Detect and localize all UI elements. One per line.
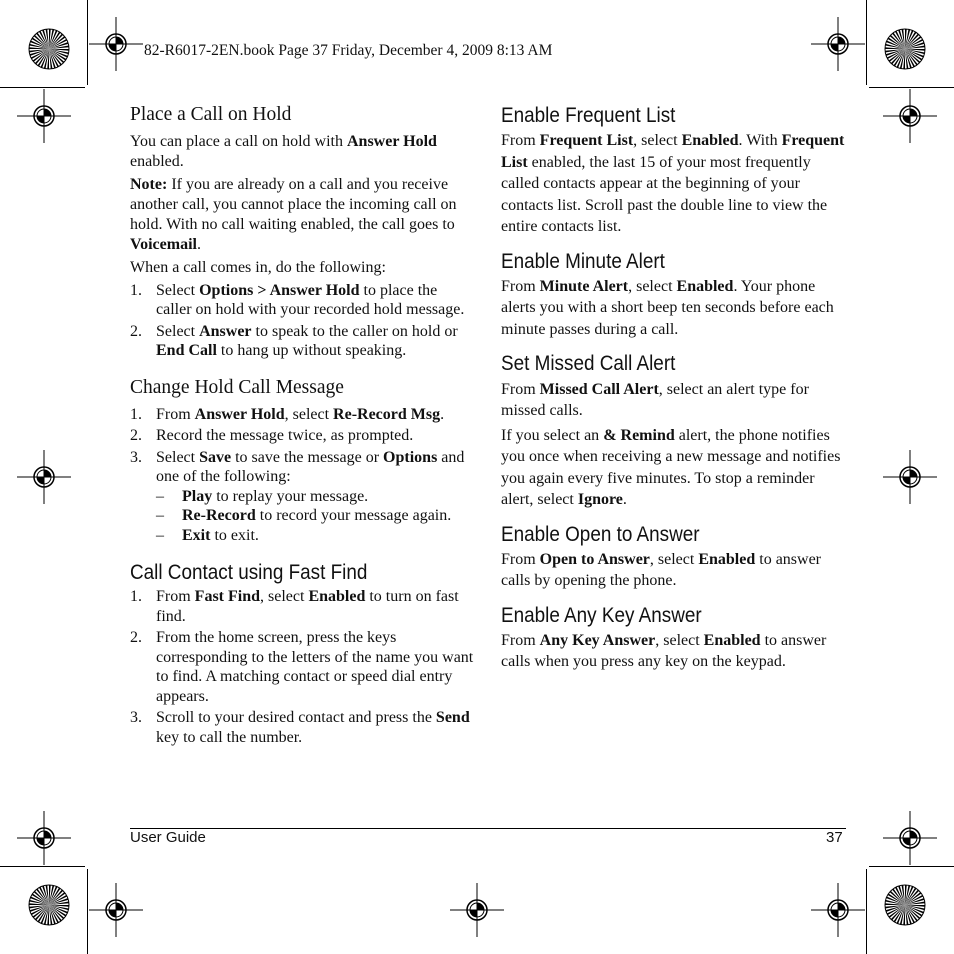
paragraph: When a call comes in, do the following: — [130, 258, 386, 276]
list-item: 3. Select Save to save the message or Options and one of the following: – Play to replay your message. – Re-Record to record your message again. – Exit to exit. — [130, 448, 476, 546]
section-title: Enable Frequent List — [501, 104, 676, 127]
registration-mark-icon — [88, 16, 144, 72]
list-item: – Exit to exit. — [156, 526, 259, 544]
registration-mark-icon — [882, 88, 938, 144]
list-item: 2. Record the message twice, as prompted. — [130, 427, 414, 445]
registration-mark-icon — [16, 449, 72, 505]
starburst-target-icon — [883, 883, 927, 927]
paragraph: From Minute Alert, select Enabled. Your phone alerts you with a short beep ten seconds before each minute passes during a call. — [501, 277, 834, 338]
list-item: 1. From Fast Find, select Enabled to turn on fast find. — [130, 588, 459, 625]
list-item: 2. From the home screen, press the keys corresponding to the letters of the name you want to find. A matching contact or speed dial entry appears. — [130, 629, 474, 705]
section-title: Change Hold Call Message — [130, 376, 344, 398]
list-item: 1. Select Options > Answer Hold to place the caller on hold with your recorded hold message. — [130, 281, 465, 319]
starburst-target-icon — [27, 883, 71, 927]
crop-line — [869, 866, 954, 867]
footer-title: User Guide — [130, 829, 206, 846]
right-column — [501, 103, 846, 676]
registration-mark-icon — [810, 882, 866, 938]
section-title: Enable Any Key Answer — [501, 603, 702, 627]
section-title: Call Contact using Fast Find — [130, 561, 368, 585]
paragraph: From Missed Call Alert, select an alert type for missed calls. — [501, 380, 809, 420]
registration-mark-icon — [810, 16, 866, 72]
section-title: Enable Open to Answer — [501, 522, 700, 546]
starburst-target-icon — [27, 27, 71, 71]
paragraph: From Open to Answer, select Enabled to answer calls by opening the phone. — [501, 550, 822, 590]
note-paragraph: Note: If you are already on a call and you receive another call, you cannot place the incoming call on hold. With no call waiting enabled, the call goes to Voicemail. — [130, 175, 457, 253]
starburst-target-icon — [883, 27, 927, 71]
crop-line — [866, 0, 867, 85]
list-item: 2. Select Answer to speak to the caller on hold or End Call to hang up without speaking. — [130, 322, 458, 360]
section-title: Set Missed Call Alert — [501, 352, 676, 376]
registration-mark-icon — [16, 810, 72, 866]
registration-mark-icon — [16, 88, 72, 144]
footer-rule — [130, 828, 846, 829]
running-head: 82-R6017-2EN.book Page 37 Friday, December 4, 2009 8:13 AM — [144, 42, 553, 59]
registration-mark-icon — [449, 882, 505, 938]
registration-mark-icon — [88, 882, 144, 938]
paragraph: From Any Key Answer, select Enabled to answer calls when you press any key on the keypad. — [501, 631, 827, 671]
list-item: – Play to replay your message. — [156, 487, 369, 505]
paragraph: From Frequent List, select Enabled. With Frequent List enabled, the last 15 of your most frequently called contacts appear at the beginning of your contacts list. Scroll past the double line to view the entire contacts list. — [501, 132, 845, 236]
list-item: 1. From Answer Hold, select Re-Record Msg. — [130, 405, 445, 423]
numbered-list — [130, 405, 476, 546]
crop-line — [0, 866, 85, 867]
registration-mark-icon — [882, 810, 938, 866]
numbered-list — [130, 281, 476, 361]
section-title: Enable Minute Alert — [501, 249, 665, 273]
numbered-list — [130, 587, 476, 747]
page-number: 37 — [826, 829, 843, 846]
registration-mark-icon — [882, 449, 938, 505]
section-title: Place a Call on Hold — [130, 104, 292, 125]
left-column — [130, 103, 476, 750]
paragraph: You can place a call on hold with Answer Hold enabled. — [130, 132, 437, 170]
dash-list — [156, 487, 476, 546]
paragraph: If you select an & Remind alert, the phone notifies you once when receiving a new message and notifies you again every five minutes. To stop a reminder alert, select Ignore. — [501, 426, 841, 509]
list-item: – Re-Record to record your message again. — [156, 507, 452, 525]
crop-line — [866, 869, 867, 954]
list-item: 3. Scroll to your desired contact and press the Send key to call the number. — [130, 709, 470, 746]
